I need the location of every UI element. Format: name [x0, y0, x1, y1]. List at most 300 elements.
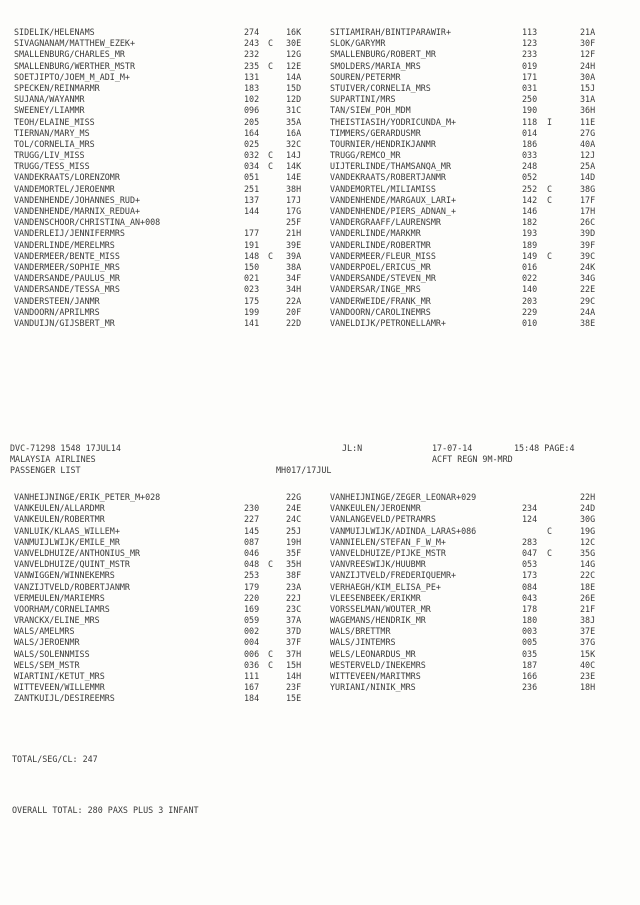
seat-number: 39D — [580, 228, 596, 239]
seat-number: 35H — [286, 559, 302, 570]
sequence-number: 229 — [522, 306, 538, 317]
passenger-name: SMOLDERS/MARIA_MRS — [330, 60, 421, 71]
seat-number: 22J — [286, 592, 302, 603]
sequence-number: 193 — [522, 228, 538, 239]
passenger-name: TRUGG/TESS_MISS — [14, 161, 90, 172]
passenger-row — [12, 229, 632, 240]
passenger-name: VRANCKX/ELINE_MRS — [14, 615, 100, 626]
sequence-number: 031 — [522, 82, 538, 93]
passenger-name: SMALLENBURG/ROBERT_MR — [330, 49, 436, 60]
sequence-number: 248 — [522, 161, 538, 172]
passenger-name: VANVELDHUIZE/ANTHONIUS_MR — [14, 547, 141, 558]
seat-number: 34H — [286, 284, 302, 295]
sequence-number: 051 — [244, 172, 260, 183]
seat-number: 30G — [580, 514, 596, 525]
sequence-number: 025 — [244, 138, 260, 149]
passenger-name: VANDERSANDE/PAULUS_MR — [14, 273, 120, 284]
sequence-number: 187 — [522, 659, 538, 670]
passenger-name: WELS/SEM_MSTR — [14, 659, 80, 670]
passenger-name: VANDERMEER/SOPHIE_MRS — [14, 261, 120, 272]
passenger-name: VANDERGRAAFF/LAURENSMR — [330, 217, 441, 228]
sequence-number: 019 — [522, 60, 538, 71]
sequence-number: 179 — [244, 581, 260, 592]
passenger-row — [12, 73, 632, 84]
seat-number: 22H — [580, 492, 596, 502]
class-code: C — [268, 60, 274, 71]
seat-number: 40A — [580, 138, 596, 149]
seat-number: 25J — [286, 525, 302, 536]
passenger-name: VANDERSTEEN/JANMR — [14, 295, 100, 306]
seat-number: 39C — [580, 250, 596, 261]
sequence-number: 043 — [522, 592, 538, 603]
seat-number: 17G — [286, 206, 302, 216]
passenger-name: VANDEKRAATS/ROBERTJANMR — [330, 172, 446, 183]
sequence-number: 016 — [522, 261, 538, 272]
passenger-name: VANLUIK/KLAAS_WILLEM+ — [14, 525, 120, 536]
sequence-number: 047 — [522, 547, 538, 558]
passenger-row — [12, 571, 632, 582]
passenger-name: WALS/SOLENNMISS — [14, 648, 90, 659]
passenger-name: WITTEVEEN/WILLEMMR — [14, 682, 105, 693]
sequence-number: 205 — [244, 116, 260, 127]
passenger-row — [12, 173, 632, 184]
sequence-number: 032 — [244, 150, 260, 161]
report-date: 17-07-14 — [432, 443, 473, 453]
seat-number: 38E — [580, 317, 596, 328]
sequence-number: 171 — [522, 71, 538, 82]
sequence-number: 186 — [522, 138, 538, 149]
passenger-name: SUJANA/WAYANMR — [14, 94, 85, 105]
passenger-name: VANDOORN/APRILMRS — [14, 306, 100, 317]
sequence-number: 124 — [522, 514, 538, 525]
passenger-name: VANDERSANDE/STEVEN_MR — [330, 273, 436, 284]
seat-number: 24K — [580, 261, 596, 272]
passenger-name: VANDENHENDE/PIERS_ADNAN_+ — [330, 206, 457, 216]
sequence-number: 023 — [244, 284, 260, 295]
seat-number: 22A — [286, 295, 302, 306]
seat-number: 29C — [580, 295, 596, 306]
passenger-name: SUPARTINI/MRS — [330, 94, 396, 105]
sequence-number: 052 — [522, 172, 538, 183]
passenger-name: SWEENEY/LIAMMR — [14, 105, 85, 116]
passenger-name: SPECKEN/REINMARMR — [14, 82, 100, 93]
sequence-number: 033 — [522, 150, 538, 161]
seat-number: 24H — [580, 60, 596, 71]
passenger-row — [12, 84, 632, 95]
seat-number: 21A — [580, 27, 596, 37]
seat-number: 23A — [286, 581, 302, 592]
passenger-name: TOURNIER/HENDRIKJANMR — [330, 138, 436, 149]
passenger-row — [12, 627, 632, 638]
passenger-row — [12, 129, 632, 140]
seat-number: 14G — [580, 559, 596, 570]
passenger-name: VANDERLINDE/MERELMRS — [14, 239, 115, 250]
passenger-row — [12, 106, 632, 117]
passenger-name: VANDERSANDE/TESSA_MRS — [14, 284, 120, 295]
sequence-number: 184 — [244, 693, 260, 704]
sequence-number: 199 — [244, 306, 260, 317]
seat-number: 19H — [286, 536, 302, 547]
passenger-name: SMALLENBURG/WERTHER_MSTR — [14, 60, 136, 71]
passenger-name: VERMEULEN/MARIEMRS — [14, 592, 105, 603]
passenger-row — [12, 118, 632, 129]
sequence-number: 111 — [244, 671, 260, 681]
seat-number: 31C — [286, 105, 302, 116]
passenger-row — [12, 297, 632, 308]
passenger-name: SMALLENBURG/CHARLES_MR — [14, 49, 125, 60]
seat-number: 30A — [580, 71, 596, 82]
seat-number: 35G — [580, 547, 596, 558]
passenger-name: VANDERPOEL/ERICUS_MR — [330, 261, 431, 272]
passenger-row — [12, 140, 632, 151]
sequence-number: 164 — [244, 127, 260, 138]
airline-name: MALAYSIA AIRLINES — [10, 453, 96, 464]
passenger-name: SOETJIPTO/JOEM_M_ADI_M+ — [14, 71, 130, 82]
passenger-name: VANDERWEIDE/FRANK_MR — [330, 295, 431, 306]
sequence-number: 250 — [522, 94, 538, 105]
seat-number: 39F — [580, 239, 596, 250]
sequence-number: 169 — [244, 603, 260, 614]
passenger-name: VANDENHENDE/MARNIX_REDUA+ — [14, 206, 141, 216]
sequence-number: 034 — [244, 161, 260, 172]
passenger-name: VANMUIJLWIJK/ADINDA_LARAS+086 — [330, 525, 477, 536]
sequence-number: 175 — [244, 295, 260, 306]
seat-number: 15K — [580, 648, 596, 659]
passenger-name: WALS/BRETTMR — [330, 626, 391, 637]
sequence-number: 014 — [522, 127, 538, 138]
passenger-name: TAN/SIEW_POH_MDM — [330, 105, 411, 116]
passenger-name: VANDERLINDE/ROBERTMR — [330, 239, 431, 250]
sequence-number: 173 — [522, 570, 538, 581]
seat-number: 37D — [286, 626, 302, 637]
passenger-row — [12, 661, 632, 672]
seat-number: 39E — [286, 239, 302, 250]
passenger-name: VLEESENBEEK/ERIKMR — [330, 592, 421, 603]
sequence-number: 227 — [244, 514, 260, 525]
sequence-number: 131 — [244, 71, 260, 82]
class-code: C — [547, 194, 553, 205]
sequence-number: 203 — [522, 295, 538, 306]
sequence-number: 084 — [522, 581, 538, 592]
seat-number: 30E — [286, 38, 302, 49]
seat-number: 20F — [286, 306, 302, 317]
seat-number: 38A — [286, 261, 302, 272]
class-code: C — [547, 525, 553, 536]
sequence-number: 233 — [522, 49, 538, 60]
class-code: C — [268, 250, 274, 261]
seat-number: 40C — [580, 659, 596, 670]
sequence-number: 102 — [244, 94, 260, 105]
passenger-name: VANDEMORTEL/JEROENMR — [14, 183, 115, 194]
seat-number: 31A — [580, 94, 596, 105]
passenger-name: WITTEVEEN/MARITMRS — [330, 671, 421, 681]
passenger-row — [12, 285, 632, 296]
list-title: PASSENGER LIST — [10, 464, 81, 475]
seat-number: 15H — [286, 659, 302, 670]
seat-number: 15J — [580, 82, 596, 93]
seat-number: 22C — [580, 570, 596, 581]
passenger-list-header — [12, 444, 632, 476]
sequence-number: 251 — [244, 183, 260, 194]
seat-number: 17J — [286, 194, 302, 205]
report-time-page: 15:48 PAGE:4 — [514, 443, 575, 453]
passenger-name: SLOK/GARYMR — [330, 38, 386, 49]
sequence-number: 283 — [522, 536, 538, 547]
passenger-name: WAGEMANS/HENDRIK_MR — [330, 615, 426, 626]
seat-number: 15E — [286, 693, 302, 704]
passenger-name: TRUGG/REMCO_MR — [330, 150, 401, 161]
seat-number: 16K — [286, 27, 302, 37]
sequence-number: 166 — [522, 671, 538, 681]
passenger-row — [12, 50, 632, 61]
seat-number: 24C — [286, 514, 302, 525]
passenger-name: VANDENSCHOOR/CHRISTINA_AN+008 — [14, 217, 161, 228]
seat-number: 24E — [286, 503, 302, 514]
sequence-number: 148 — [244, 250, 260, 261]
sequence-number: 003 — [522, 626, 538, 637]
passenger-name: VANDERSAR/INGE_MRS — [330, 284, 421, 295]
passenger-row — [12, 504, 632, 515]
sequence-number: 182 — [522, 217, 538, 228]
passenger-name: SIDELIK/HELENAMS — [14, 27, 95, 37]
sequence-number: 183 — [244, 82, 260, 93]
sequence-number: 234 — [522, 503, 538, 514]
passenger-name: TIMMERS/GERARDUSMR — [330, 127, 421, 138]
passenger-name: TRUGG/LIV_MISS — [14, 150, 85, 161]
passenger-name: VANVELDHUIZE/PIJKE_MSTR — [330, 547, 446, 558]
sequence-number: 087 — [244, 536, 260, 547]
class-code: C — [268, 150, 274, 161]
sequence-number: 006 — [244, 648, 260, 659]
passenger-name: YURIANI/NINIK_MRS — [330, 682, 416, 693]
sequence-number: 243 — [244, 38, 260, 49]
seat-number: 22E — [580, 284, 596, 295]
passenger-name: WALS/JEROENMR — [14, 637, 80, 648]
passenger-name: VANDERMEER/BENTE_MISS — [14, 250, 120, 261]
seat-number: 22D — [286, 317, 302, 328]
sequence-number: 146 — [522, 206, 538, 216]
passenger-name: VANVREESWIJK/HUUBMR — [330, 559, 426, 570]
seat-number: 12F — [580, 49, 596, 60]
sequence-number: 145 — [244, 525, 260, 536]
seat-number: 15D — [286, 82, 302, 93]
passenger-name: VANNIELEN/STEFAN_F_W_M+ — [330, 536, 446, 547]
passenger-row — [12, 95, 632, 106]
seat-number: 37H — [286, 648, 302, 659]
passenger-name: VANHEIJNINGE/ZEGER_LEONAR+029 — [330, 492, 477, 502]
class-code: C — [268, 648, 274, 659]
seat-number: 24D — [580, 503, 596, 514]
seat-number: 38G — [580, 183, 596, 194]
seat-number: 16A — [286, 127, 302, 138]
passenger-name: STUIVER/CORNELIA_MRS — [330, 82, 431, 93]
seat-number: 14H — [286, 671, 302, 681]
sequence-number: 123 — [522, 38, 538, 49]
passenger-name: TIERNAN/MARY_MS — [14, 127, 90, 138]
seat-number: 34F — [286, 273, 302, 284]
passenger-row — [12, 650, 632, 661]
passenger-name: ZANTKUIJL/DESIREEMRS — [14, 693, 115, 704]
passenger-name: VANKEULEN/JEROENMR — [330, 503, 421, 514]
seat-number: 37F — [286, 637, 302, 648]
passenger-name: SITIAMIRAH/BINTIPARAWIR+ — [330, 27, 452, 37]
seat-number: 35F — [286, 547, 302, 558]
sequence-number: 190 — [522, 105, 538, 116]
passenger-name: VANMUIJLWIJK/EMILE_MR — [14, 536, 120, 547]
seat-number: 18H — [580, 682, 596, 693]
passenger-name: VANWIGGEN/WINNEKEMRS — [14, 570, 115, 581]
seat-number: 37A — [286, 615, 302, 626]
passenger-row — [12, 319, 632, 330]
passenger-name: VANVELDHUIZE/QUINT_MSTR — [14, 559, 130, 570]
sequence-number: 021 — [244, 273, 260, 284]
seat-number: 25A — [580, 161, 596, 172]
class-code: C — [268, 559, 274, 570]
passenger-name: VANKEULEN/ALLARDMR — [14, 503, 105, 514]
passenger-name: VANDEKRAATS/LORENZOMR — [14, 172, 120, 183]
seat-number: 38F — [286, 570, 302, 581]
seat-number: 26C — [580, 217, 596, 228]
passenger-name: VANDEMORTEL/MILIAMISS — [330, 183, 436, 194]
seat-number: 11E — [580, 116, 596, 127]
seat-number: 12J — [580, 150, 596, 161]
seat-number: 14E — [286, 172, 302, 183]
seat-number: 27G — [580, 127, 596, 138]
class-code: C — [547, 183, 553, 194]
sequence-number: 150 — [244, 261, 260, 272]
sequence-number: 053 — [522, 559, 538, 570]
seat-number: 37E — [580, 626, 596, 637]
sequence-number: 189 — [522, 239, 538, 250]
passenger-name: VANDENHENDE/MARGAUX_LARI+ — [330, 194, 457, 205]
sequence-number: 144 — [244, 206, 260, 216]
sequence-number: 140 — [522, 284, 538, 295]
seat-number: 38H — [286, 183, 302, 194]
seat-number: 17H — [580, 206, 596, 216]
sequence-number: 230 — [244, 503, 260, 514]
passenger-name: VERHAEGH/KIM_ELISA_PE+ — [330, 581, 441, 592]
seat-number: 22G — [286, 492, 302, 502]
passenger-row — [12, 605, 632, 616]
passenger-name: VANHEIJNINGE/ERIK_PETER_M+028 — [14, 492, 161, 502]
seat-number: 17F — [580, 194, 596, 205]
sequence-number: 236 — [522, 682, 538, 693]
seat-number: 38J — [580, 615, 596, 626]
passenger-name: WELS/LEONARDUS_MR — [330, 648, 416, 659]
passenger-name: VANDERMEER/FLEUR_MISS — [330, 250, 436, 261]
passenger-name: VANZIJTVELD/FREDERIQUEMR+ — [330, 570, 457, 581]
passenger-name: WALS/AMELMRS — [14, 626, 75, 637]
sequence-number: 232 — [244, 49, 260, 60]
seat-number: 12G — [286, 49, 302, 60]
passenger-row — [12, 515, 632, 526]
sequence-number: 118 — [522, 116, 538, 127]
seat-number: 34G — [580, 273, 596, 284]
sequence-number: 220 — [244, 592, 260, 603]
sequence-number: 059 — [244, 615, 260, 626]
seat-number: 14J — [286, 150, 302, 161]
seat-number: 12D — [286, 94, 302, 105]
sequence-number: 180 — [522, 615, 538, 626]
passenger-name: VANDERLINDE/MARKMR — [330, 228, 421, 239]
seat-number: 26E — [580, 592, 596, 603]
sequence-number: 010 — [522, 317, 538, 328]
seat-number: 14K — [286, 161, 302, 172]
passenger-name: WALS/JINTEMRS — [330, 637, 396, 648]
class-code: C — [547, 547, 553, 558]
passenger-name: THEISTIASIH/YODRICUNDA_M+ — [330, 116, 457, 127]
passenger-name: VANKEULEN/ROBERTMR — [14, 514, 105, 525]
seat-number: 23E — [580, 671, 596, 681]
jl-flag: JL:N — [342, 443, 363, 453]
seat-number: 12C — [580, 536, 596, 547]
sequence-number: 002 — [244, 626, 260, 637]
sequence-number: 113 — [522, 27, 538, 37]
passenger-list-top-section — [12, 28, 632, 330]
sequence-number: 035 — [522, 648, 538, 659]
sequence-number: 177 — [244, 228, 260, 239]
overall-total: OVERALL TOTAL: 280 PAXS PLUS 3 INFANT — [12, 805, 199, 815]
passenger-name: TOL/CORNELIA_MRS — [14, 138, 95, 149]
sequence-number: 235 — [244, 60, 260, 71]
seat-number: 39A — [286, 250, 302, 261]
seat-number: 19G — [580, 525, 596, 536]
sequence-number: 022 — [522, 273, 538, 284]
seat-number: 24A — [580, 306, 596, 317]
sequence-number: 005 — [522, 637, 538, 648]
passenger-name: VANDENHENDE/JOHANNES_RUD+ — [14, 194, 141, 205]
passenger-row — [12, 616, 632, 627]
passenger-name: VANELDIJK/PETRONELLAMR+ — [330, 317, 446, 328]
sequence-number: 096 — [244, 105, 260, 116]
class-code: I — [547, 116, 553, 127]
sequence-number: 141 — [244, 317, 260, 328]
passenger-name: SIVAGNANAM/MATTHEW_EZEK+ — [14, 38, 136, 49]
passenger-name: VANDERLEIJ/JENNIFERMRS — [14, 228, 125, 239]
class-code: C — [268, 38, 274, 49]
class-code: C — [268, 659, 274, 670]
sequence-number: 048 — [244, 559, 260, 570]
seat-number: 36H — [580, 105, 596, 116]
passenger-list-bottom-section — [12, 493, 632, 706]
seat-number: 18E — [580, 581, 596, 592]
sequence-number: 137 — [244, 194, 260, 205]
sequence-number: 142 — [522, 194, 538, 205]
class-code: C — [547, 250, 553, 261]
seat-number: 32C — [286, 138, 302, 149]
seat-number: 14A — [286, 71, 302, 82]
sequence-number: 274 — [244, 27, 260, 37]
report-id: DVC-71298 1548 17JUL14 — [10, 443, 121, 453]
sequence-number: 253 — [244, 570, 260, 581]
passenger-name: VANZIJTVELD/ROBERTJANMR — [14, 581, 130, 592]
passenger-row — [12, 583, 632, 594]
passenger-name: VANDUIJN/GIJSBERT_MR — [14, 317, 115, 328]
segment-total: TOTAL/SEG/CL: 247 — [12, 754, 98, 764]
seat-number: 35A — [286, 116, 302, 127]
passenger-name: WIARTINI/KETUT_MRS — [14, 671, 105, 681]
passenger-name: UIJTERLINDE/THAMSANQA_MR — [330, 161, 452, 172]
seat-number: 23F — [286, 682, 302, 693]
passenger-name: SOUREN/PETERMR — [330, 71, 401, 82]
passenger-name: WESTERVELD/INEKEMRS — [330, 659, 426, 670]
sequence-number: 252 — [522, 183, 538, 194]
passenger-name: VOORHAM/CORNELIAMRS — [14, 603, 110, 614]
passenger-row — [12, 672, 632, 683]
passenger-name: VANDOORN/CAROLINEMRS — [330, 306, 431, 317]
seat-number: 25F — [286, 217, 302, 228]
sequence-number: 191 — [244, 239, 260, 250]
